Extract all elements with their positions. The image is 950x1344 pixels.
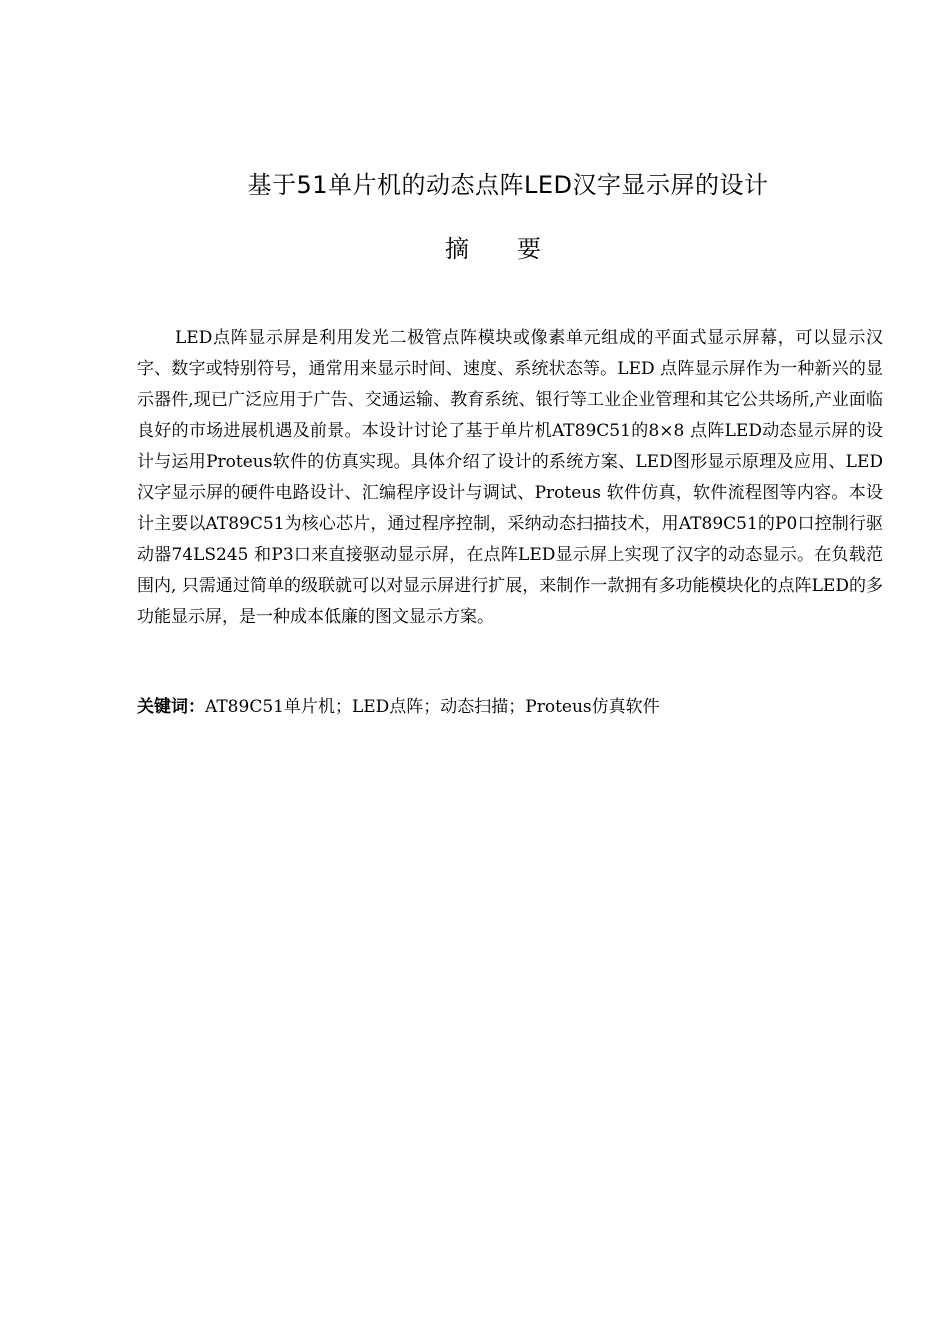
abstract-paragraph: LED点阵显示屏是利用发光二极管点阵模块或像素单元组成的平面式显示屏幕，可以显示汉字、数字或特别符号，通常用来显示时间、速度、系统状态等。LED 点阵显示屏作为一种新兴的显示器件,现已广泛应用于广告、交通运输、教育系统、银行等工业企业管理和其它公共场所,产业面临良好的市场进展机遇及前景。本设计讨论了基于单片机AT89C51的8×8 点阵LED动态显示屏的设计与运用Proteus软件的仿真实现。具体介绍了设计的系统方案、LED图形显示原理及应用、LED 汉字显示屏的硬件电路设计、汇编程序设计与调试、Proteus 软件仿真，软件流程图等内容。本设计主要以AT89C51为核心芯片，通过程序控制，采纳动态扫描技术，用AT89C51的P0口控制行驱动器74LS245 和P3口来直接驱动显示屏，在点阵LED显示屏上实现了汉字的动态显示。在负载范围内, 只需通过简单的级联就可以对显示屏进行扩展，来制作一款拥有多功能模块化的点阵LED的多功能显示屏，是一种成本低廉的图文显示方案。 (137, 328, 883, 627)
keywords-label: 关键词： (137, 697, 205, 717)
keywords-line (137, 692, 883, 723)
paper-title: 基于51单片机的动态点阵LED汉字显示屏的设计 (247, 171, 769, 199)
abstract-heading: 摘要 (445, 235, 589, 263)
keywords-text: AT89C51单片机；LED点阵；动态扫描；Proteus仿真软件 (205, 697, 660, 717)
